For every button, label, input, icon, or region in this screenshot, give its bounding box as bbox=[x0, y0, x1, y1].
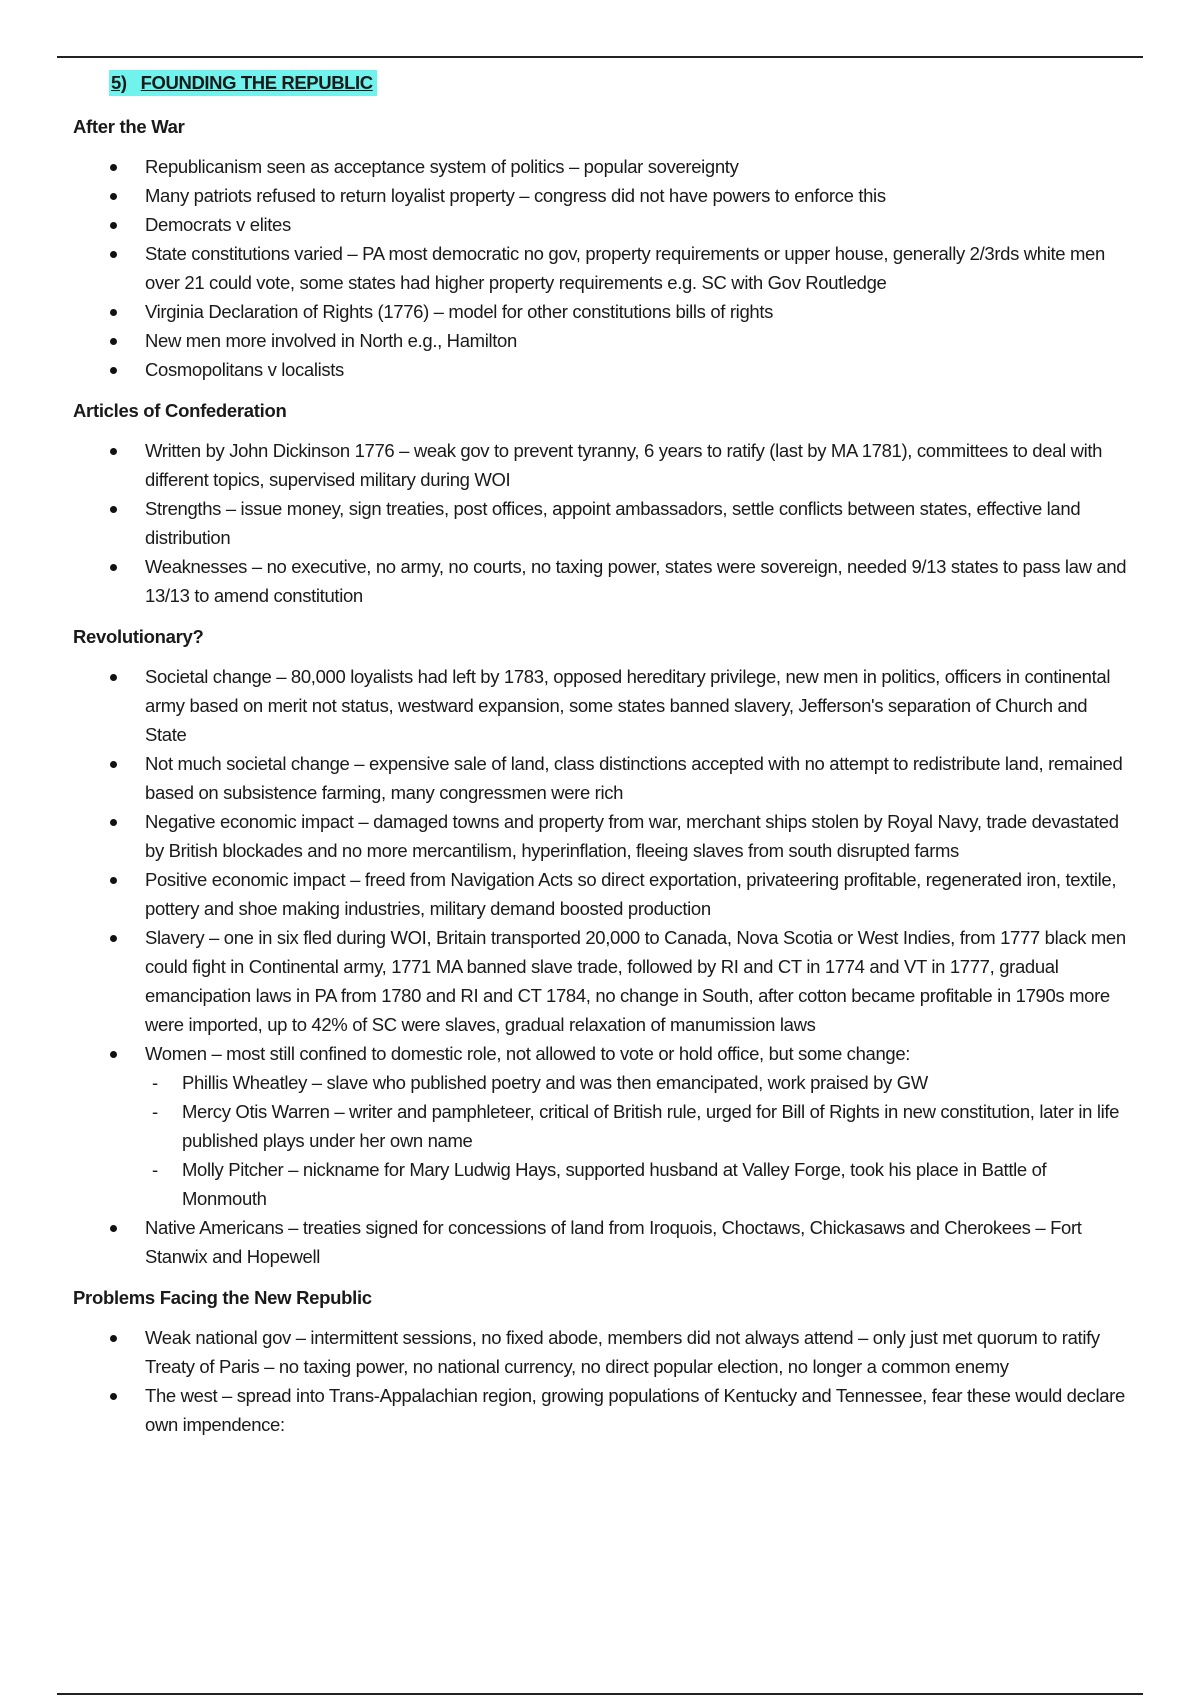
list-item: Negative economic impact – damaged towns and property from war, merchant ships stolen by Royal Navy, trade devastated by British blockades and no more mercantilism, hyperinflation, fleeing slaves from south disrupted farms bbox=[73, 807, 1133, 865]
revolutionary-list bbox=[73, 662, 1133, 1271]
articles-list bbox=[73, 436, 1133, 610]
after-the-war-list bbox=[73, 152, 1133, 384]
list-item: Written by John Dickinson 1776 – weak gov to prevent tyranny, 6 years to ratify (last by MA 1781), committees to deal with different topics, supervised military during WOI bbox=[73, 436, 1133, 494]
section-heading-articles-of-confederation: Articles of Confederation bbox=[73, 400, 287, 421]
title-number: 5) bbox=[111, 72, 127, 93]
list-item: The west – spread into Trans-Appalachian region, growing populations of Kentucky and Tennessee, fear these would declare own impendence: bbox=[73, 1381, 1133, 1439]
list-item: Societal change – 80,000 loyalists had left by 1783, opposed hereditary privilege, new men in politics, officers in continental army based on merit not status, westward expansion, some states banned slavery, Jefferson's separation of Church and State bbox=[73, 662, 1133, 749]
section-heading-revolutionary: Revolutionary? bbox=[73, 626, 204, 647]
page-title bbox=[109, 70, 377, 96]
women-sublist bbox=[145, 1068, 1133, 1213]
list-item: Positive economic impact – freed from Navigation Acts so direct exportation, privateering profitable, regenerated iron, textile, pottery and shoe making industries, military demand boosted production bbox=[73, 865, 1133, 923]
section-heading-problems-facing-the-new-republic: Problems Facing the New Republic bbox=[73, 1287, 372, 1308]
list-item: New men more involved in North e.g., Hamilton bbox=[73, 326, 1133, 355]
top-rule bbox=[57, 56, 1143, 58]
list-item: Many patriots refused to return loyalist property – congress did not have powers to enforce this bbox=[73, 181, 1133, 210]
list-item: Weak national gov – intermittent sessions, no fixed abode, members did not always attend – only just met quorum to ratify Treaty of Paris – no taxing power, no national currency, no direct popular election, no longer a common enemy bbox=[73, 1323, 1133, 1381]
list-item: Republicanism seen as acceptance system of politics – popular sovereignty bbox=[73, 152, 1133, 181]
title-text: FOUNDING THE REPUBLIC bbox=[140, 72, 373, 93]
document-body bbox=[73, 70, 1133, 1455]
list-item: Cosmopolitans v localists bbox=[73, 355, 1133, 384]
problems-list bbox=[73, 1323, 1133, 1439]
title-row bbox=[73, 70, 1133, 98]
list-item-women bbox=[73, 1039, 1133, 1213]
list-item: Not much societal change – expensive sale of land, class distinctions accepted with no attempt to redistribute land, remained based on subsistence farming, many congressmen were rich bbox=[73, 749, 1133, 807]
list-item: Slavery – one in six fled during WOI, Britain transported 20,000 to Canada, Nova Scotia or West Indies, from 1777 black men could fight in Continental army, 1771 MA banned slave trade, followed by RI and CT in 1774 and VT in 1777, gradual emancipation laws in PA from 1780 and RI and CT 1784, no change in South, after cotton became profitable in 1790s more were imported, up to 42% of SC were slaves, gradual relaxation of manumission laws bbox=[73, 923, 1133, 1039]
list-item: Native Americans – treaties signed for concessions of land from Iroquois, Choctaws, Chickasaws and Cherokees – Fort Stanwix and Hopewell bbox=[73, 1213, 1133, 1271]
section-heading-after-the-war: After the War bbox=[73, 116, 185, 137]
sub-list-item: - Phillis Wheatley – slave who published poetry and was then emancipated, work praised by GW bbox=[145, 1068, 1133, 1097]
women-item-text: Women – most still confined to domestic role, not allowed to vote or hold office, but some change: bbox=[145, 1043, 911, 1064]
bottom-rule bbox=[57, 1693, 1143, 1695]
list-item: State constitutions varied – PA most democratic no gov, property requirements or upper house, generally 2/3rds white men over 21 could vote, some states had higher property requirements e.g. SC with Gov Routledge bbox=[73, 239, 1133, 297]
list-item: Weaknesses – no executive, no army, no courts, no taxing power, states were sovereign, needed 9/13 states to pass law and 13/13 to amend constitution bbox=[73, 552, 1133, 610]
sub-list-item: - Molly Pitcher – nickname for Mary Ludwig Hays, supported husband at Valley Forge, took his place in Battle of Monmouth bbox=[145, 1155, 1133, 1213]
list-item: Virginia Declaration of Rights (1776) – model for other constitutions bills of rights bbox=[73, 297, 1133, 326]
list-item: Strengths – issue money, sign treaties, post offices, appoint ambassadors, settle conflicts between states, effective land distribution bbox=[73, 494, 1133, 552]
list-item: Democrats v elites bbox=[73, 210, 1133, 239]
sub-list-item: - Mercy Otis Warren – writer and pamphleteer, critical of British rule, urged for Bill of Rights in new constitution, later in life published plays under her own name bbox=[145, 1097, 1133, 1155]
